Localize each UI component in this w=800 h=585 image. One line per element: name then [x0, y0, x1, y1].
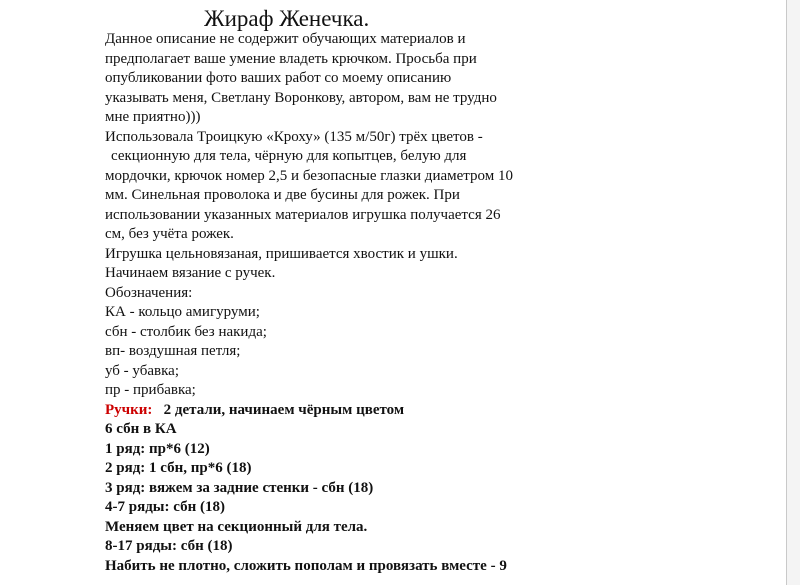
intro-line: использовании указанных материалов игрушка получается 26	[105, 206, 501, 223]
step-line: 3 ряд: вяжем за задние стенки - сбн (18)	[105, 479, 374, 496]
section-heading	[105, 401, 785, 421]
intro-line: Использовала Троицкую «Кроху» (135 м/50г) трёх цветов -	[105, 128, 483, 145]
step-line: 1 ряд: пр*6 (12)	[105, 440, 210, 457]
step-line: 8-17 ряды: сбн (18)	[105, 538, 233, 554]
legend-item: уб - убавка;	[105, 362, 179, 379]
section-label: Ручки:	[105, 401, 153, 418]
intro-line: мордочки, крючок номер 2,5 и безопасные глазки диаметром 10	[105, 167, 513, 184]
step-line: 4-7 ряды: сбн (18)	[105, 499, 225, 515]
intro-line: Начинаем вязание с ручек.	[105, 265, 276, 281]
intro-line: см, без учёта рожек.	[105, 226, 234, 242]
legend-item: пр - прибавка;	[105, 382, 196, 398]
legend-title: Обозначения:	[105, 284, 193, 301]
step-line: Набить не плотно, сложить пополам и провязать вместе - 9	[105, 557, 507, 574]
intro-line: Игрушка цельновязаная, пришивается хвостик и ушки.	[105, 245, 458, 262]
document-body	[105, 30, 785, 576]
legend-item: сбн - столбик без накида;	[105, 323, 267, 340]
step-line: Меняем цвет на секционный для тела.	[105, 518, 368, 535]
legend-item: вп- воздушная петля;	[105, 343, 241, 359]
intro-line: мне приятно)))	[105, 109, 201, 125]
step-line: 2 ряд: 1 сбн, пр*6 (18)	[105, 460, 252, 476]
legend-item: КА - кольцо амигуруми;	[105, 304, 260, 320]
intro-line: предполагает ваше умение владеть крючком. Просьба при	[105, 50, 477, 67]
intro-line: указывать меня, Светлану Воронкову, автором, вам не трудно	[105, 89, 497, 106]
intro-line: опубликовании фото ваших работ со моему описанию	[105, 70, 452, 86]
step-line: 6 сбн в КА	[105, 421, 177, 437]
document-title: Жираф Женечка.	[204, 6, 370, 31]
intro-line: секционную для тела, чёрную для копытцев, белую для	[111, 148, 467, 164]
section-text: 2 детали, начинаем чёрным цветом	[163, 401, 405, 418]
intro-line: Данное описание не содержит обучающих материалов и	[105, 31, 466, 47]
intro-line: мм. Синельная проволока и две бусины для рожек. При	[105, 187, 460, 203]
page-edge	[786, 0, 800, 585]
